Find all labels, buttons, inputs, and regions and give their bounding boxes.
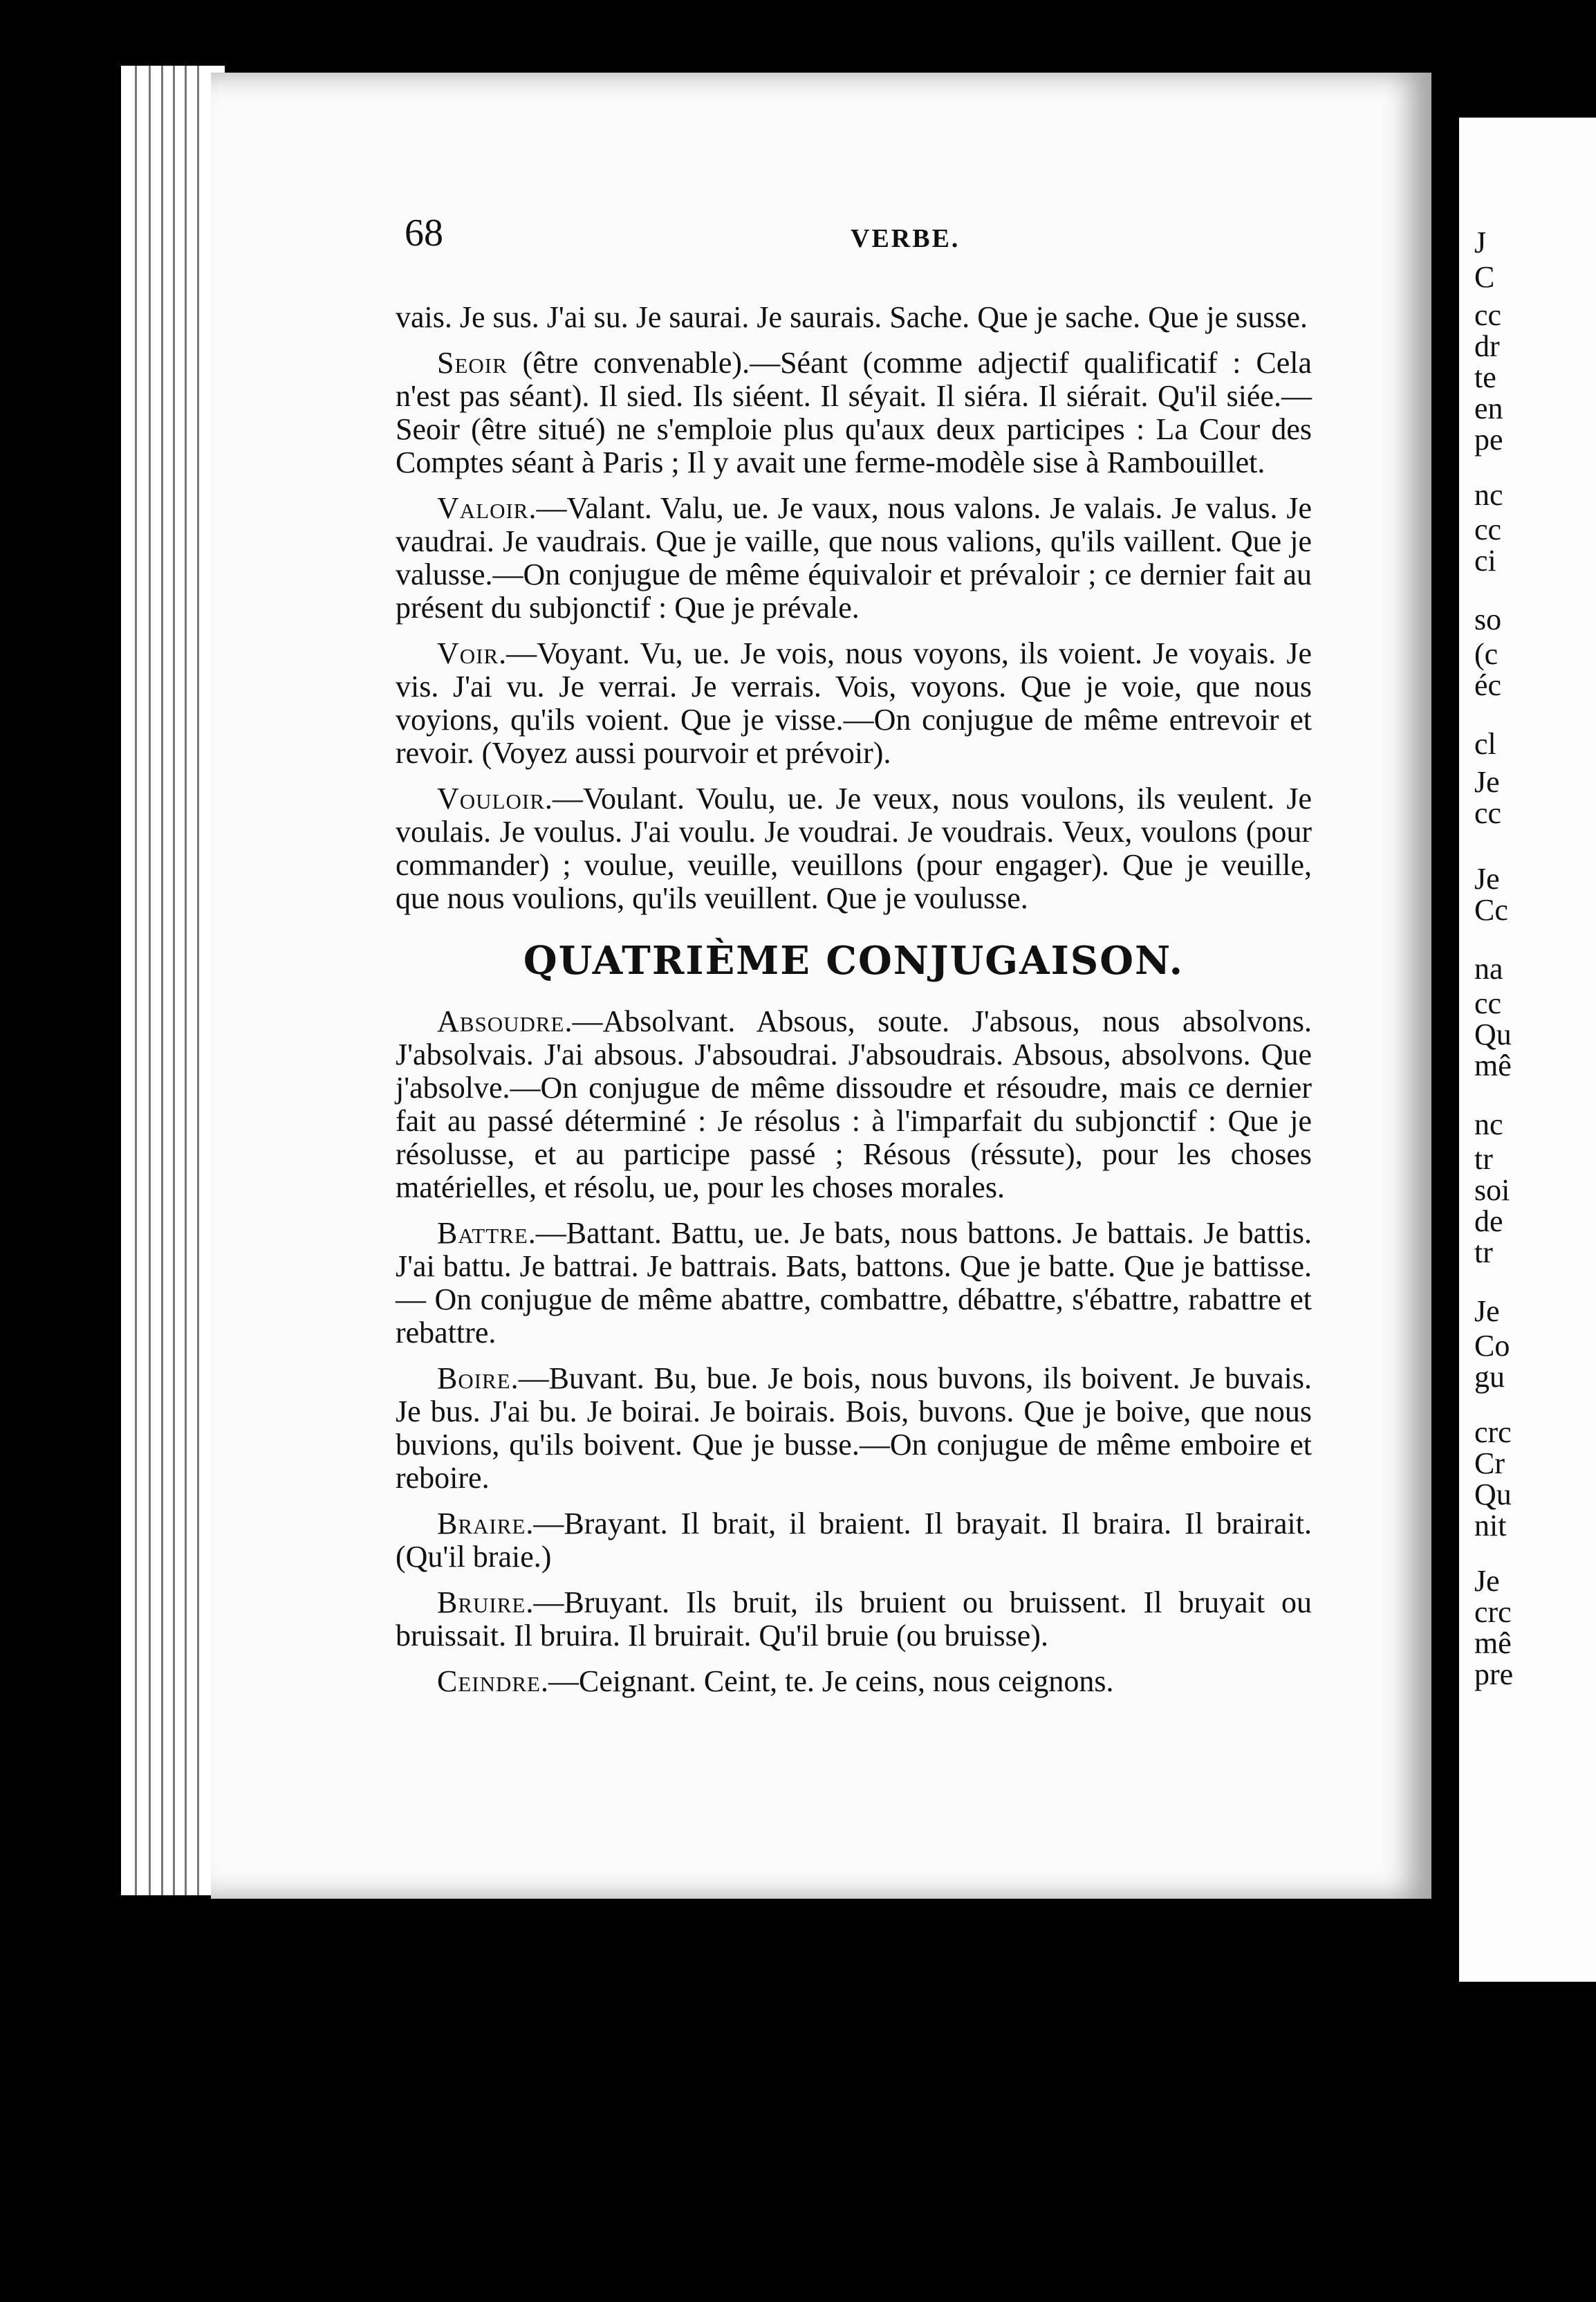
entry-text: .—Valant. Valu, ue. Je vaux, nous valons. Je valais. Je valus. Je vaudrai. Je vaudrais. Que je vaille, que nous valions, qu'ils vaillent. Que je valusse.—On conjugue de même équivaloir et prévaloir ; ce dernier fait au présent du subjonctif : Que je prévale. <box>396 491 1312 625</box>
entry-absoudre <box>396 1005 1312 1204</box>
facing-page-text-fragment: mê <box>1474 1049 1512 1083</box>
facing-page-text-fragment: Je <box>1474 1294 1500 1328</box>
page-stack-edges <box>121 66 225 1895</box>
entry-head: Voir <box>437 636 499 670</box>
facing-page-text-fragment: dr <box>1474 329 1500 363</box>
entry-head: Braire <box>437 1507 526 1540</box>
entry-text: .—Brayant. Il brait, il braient. Il brayait. Il braira. Il brairait. (Qu'il braie.) <box>396 1507 1312 1574</box>
page-header <box>405 211 1303 266</box>
facing-page-text-fragment: cc <box>1474 513 1502 546</box>
facing-page-text-fragment: cc <box>1474 298 1502 332</box>
facing-page-text-fragment: mê <box>1474 1626 1512 1660</box>
facing-page-text-fragment: Cc <box>1474 893 1508 927</box>
running-title: VERBE. <box>851 224 961 253</box>
facing-page-text-fragment: crc <box>1474 1415 1512 1449</box>
entry-head: Boire <box>437 1361 511 1395</box>
facing-page-text-fragment: éc <box>1474 668 1502 702</box>
entry-valoir <box>396 492 1312 625</box>
entry-text: .—Battant. Battu, ue. Je bats, nous battons. Je battais. Je battis. J'ai battu. Je battrai. Je battrais. Bats, battons. Que je batte. Que je battisse. — On conjugue de même abattre, combattre, débattre, s'ébattre, rabattre et rebattre. <box>396 1216 1312 1350</box>
entry-vouloir <box>396 782 1312 915</box>
facing-page-text-fragment: Je <box>1474 1564 1500 1598</box>
facing-page-text-fragment: cc <box>1474 796 1502 830</box>
facing-page-text-fragment: na <box>1474 952 1503 986</box>
entry-seoir <box>396 347 1312 479</box>
entry-text: .—Absolvant. Absous, soute. J'absous, nous absolvons. J'absolvais. J'ai absous. J'absoudrai. J'absoudrais. Absous, absolvons. Que j'absolve.—On conjugue de même dissoudre et résoudre, mais ce dernier fait au passé déterminé : Je résolus : à l'imparfait du subjonctif : Que je résolusse, et au participe passé ; Résous (réssute), pour les choses matérielles, et résolu, ue, pour les choses morales. <box>396 1004 1312 1204</box>
facing-page-text-fragment: cl <box>1474 727 1496 761</box>
entry-ceindre <box>396 1665 1312 1698</box>
facing-page-text-fragment: so <box>1474 602 1502 636</box>
entry-text: .—Voyant. Vu, ue. Je vois, nous voyons, ils voient. Je voyais. Je vis. J'ai vu. Je verrai. Je verrais. Vois, voyons. Que je voie, que nous voyions, qu'ils voient. Que je visse.—On conjugue de même entrevoir et revoir. (Voyez aussi pourvoir et prévoir). <box>396 636 1312 770</box>
facing-page-text-fragment: de <box>1474 1204 1503 1238</box>
facing-page-text-fragment: Je <box>1474 765 1500 799</box>
facing-page-text-fragment: Je <box>1474 862 1500 896</box>
facing-page-text-fragment: J <box>1474 225 1487 259</box>
entry-text: .—Bruyant. Ils bruit, ils bruient ou bruissent. Il bruyait ou bruissait. Il bruira. Il bruirait. Qu'il bruie (ou bruisse). <box>396 1585 1312 1652</box>
section-heading: QUATRIÈME CONJUGAISON. <box>523 938 1185 984</box>
facing-page-text-fragment: en <box>1474 392 1503 425</box>
page-number: 68 <box>405 212 443 255</box>
facing-page-text-fragment: soi <box>1474 1173 1510 1207</box>
entry-head: Absoudre <box>437 1004 565 1038</box>
entry-boire <box>396 1362 1312 1495</box>
facing-page-text-fragment: Qu <box>1474 1477 1512 1511</box>
entry-text: .—Ceignant. Ceint, te. Je ceins, nous ceignons. <box>541 1664 1114 1698</box>
facing-page-text-fragment: pe <box>1474 423 1503 457</box>
entry-text: .—Voulant. Voulu, ue. Je veux, nous voulons, ils veulent. Je voulais. Je voulus. J'ai voulu. Je voudrai. Je voudrais. Veux, voulons (pour commander) ; voulue, veuille, veuillons (pour engager). Que je veuille, que nous voulions, qu'ils veuillent. Que je voulusse. <box>396 782 1312 915</box>
entry-head: Seoir <box>437 346 508 380</box>
facing-page-text-fragment: (c <box>1474 637 1498 671</box>
entry-head: Battre <box>437 1216 528 1250</box>
entry-head: Valoir <box>437 491 529 525</box>
facing-page-text-fragment: te <box>1474 360 1496 394</box>
entry-text: (être convenable).—Séant (comme adjectif qualificatif : Cela n'est pas séant). Il sied. Ils siéent. Il séyait. Il siéra. Il siérait. Qu'il siée.—Seoir (être situé) ne s'emploie plus qu'aux deux participes : La Cour des Comptes séant à Paris ; Il y avait une ferme-modèle sise à Rambouillet. <box>396 346 1312 479</box>
entry-bruire <box>396 1586 1312 1652</box>
facing-page-text-fragment: nc <box>1474 478 1503 512</box>
facing-page-text-fragment: Co <box>1474 1329 1510 1363</box>
page-body <box>396 301 1312 1711</box>
facing-page-text-fragment: gu <box>1474 1360 1505 1394</box>
entry-head: Vouloir <box>437 782 545 816</box>
facing-page-text-fragment: cc <box>1474 986 1502 1020</box>
facing-page-text-fragment: pre <box>1474 1657 1514 1691</box>
paragraph-savoir-end: vais. Je sus. J'ai su. Je saurai. Je saurais. Sache. Que je sache. Que je susse. <box>396 300 1308 334</box>
facing-page-text-fragment: Cr <box>1474 1446 1505 1480</box>
facing-page-text-fragment: nit <box>1474 1509 1507 1543</box>
entry-text: .—Buvant. Bu, bue. Je bois, nous buvons, ils boivent. Je buvais. Je bus. J'ai bu. Je boirai. Je boirais. Bois, buvons. Que je boive, que nous buvions, qu'ils boivent. Que je busse.—On conjugue de même emboire et reboire. <box>396 1361 1312 1495</box>
facing-page-text-fragment: ci <box>1474 544 1496 578</box>
entry-voir <box>396 637 1312 770</box>
facing-page-text-fragment: crc <box>1474 1595 1512 1629</box>
entry-head: Ceindre <box>437 1664 541 1698</box>
entry-braire <box>396 1507 1312 1574</box>
facing-page-fragment <box>1459 118 1596 1982</box>
facing-page-text-fragment: Qu <box>1474 1018 1512 1051</box>
facing-page-text-fragment: nc <box>1474 1107 1503 1141</box>
facing-page-text-fragment: C <box>1474 260 1495 294</box>
facing-page-text-fragment: tr <box>1474 1142 1493 1176</box>
entry-battre <box>396 1217 1312 1350</box>
facing-page-text-fragment: tr <box>1474 1235 1493 1269</box>
entry-head: Bruire <box>437 1585 526 1619</box>
